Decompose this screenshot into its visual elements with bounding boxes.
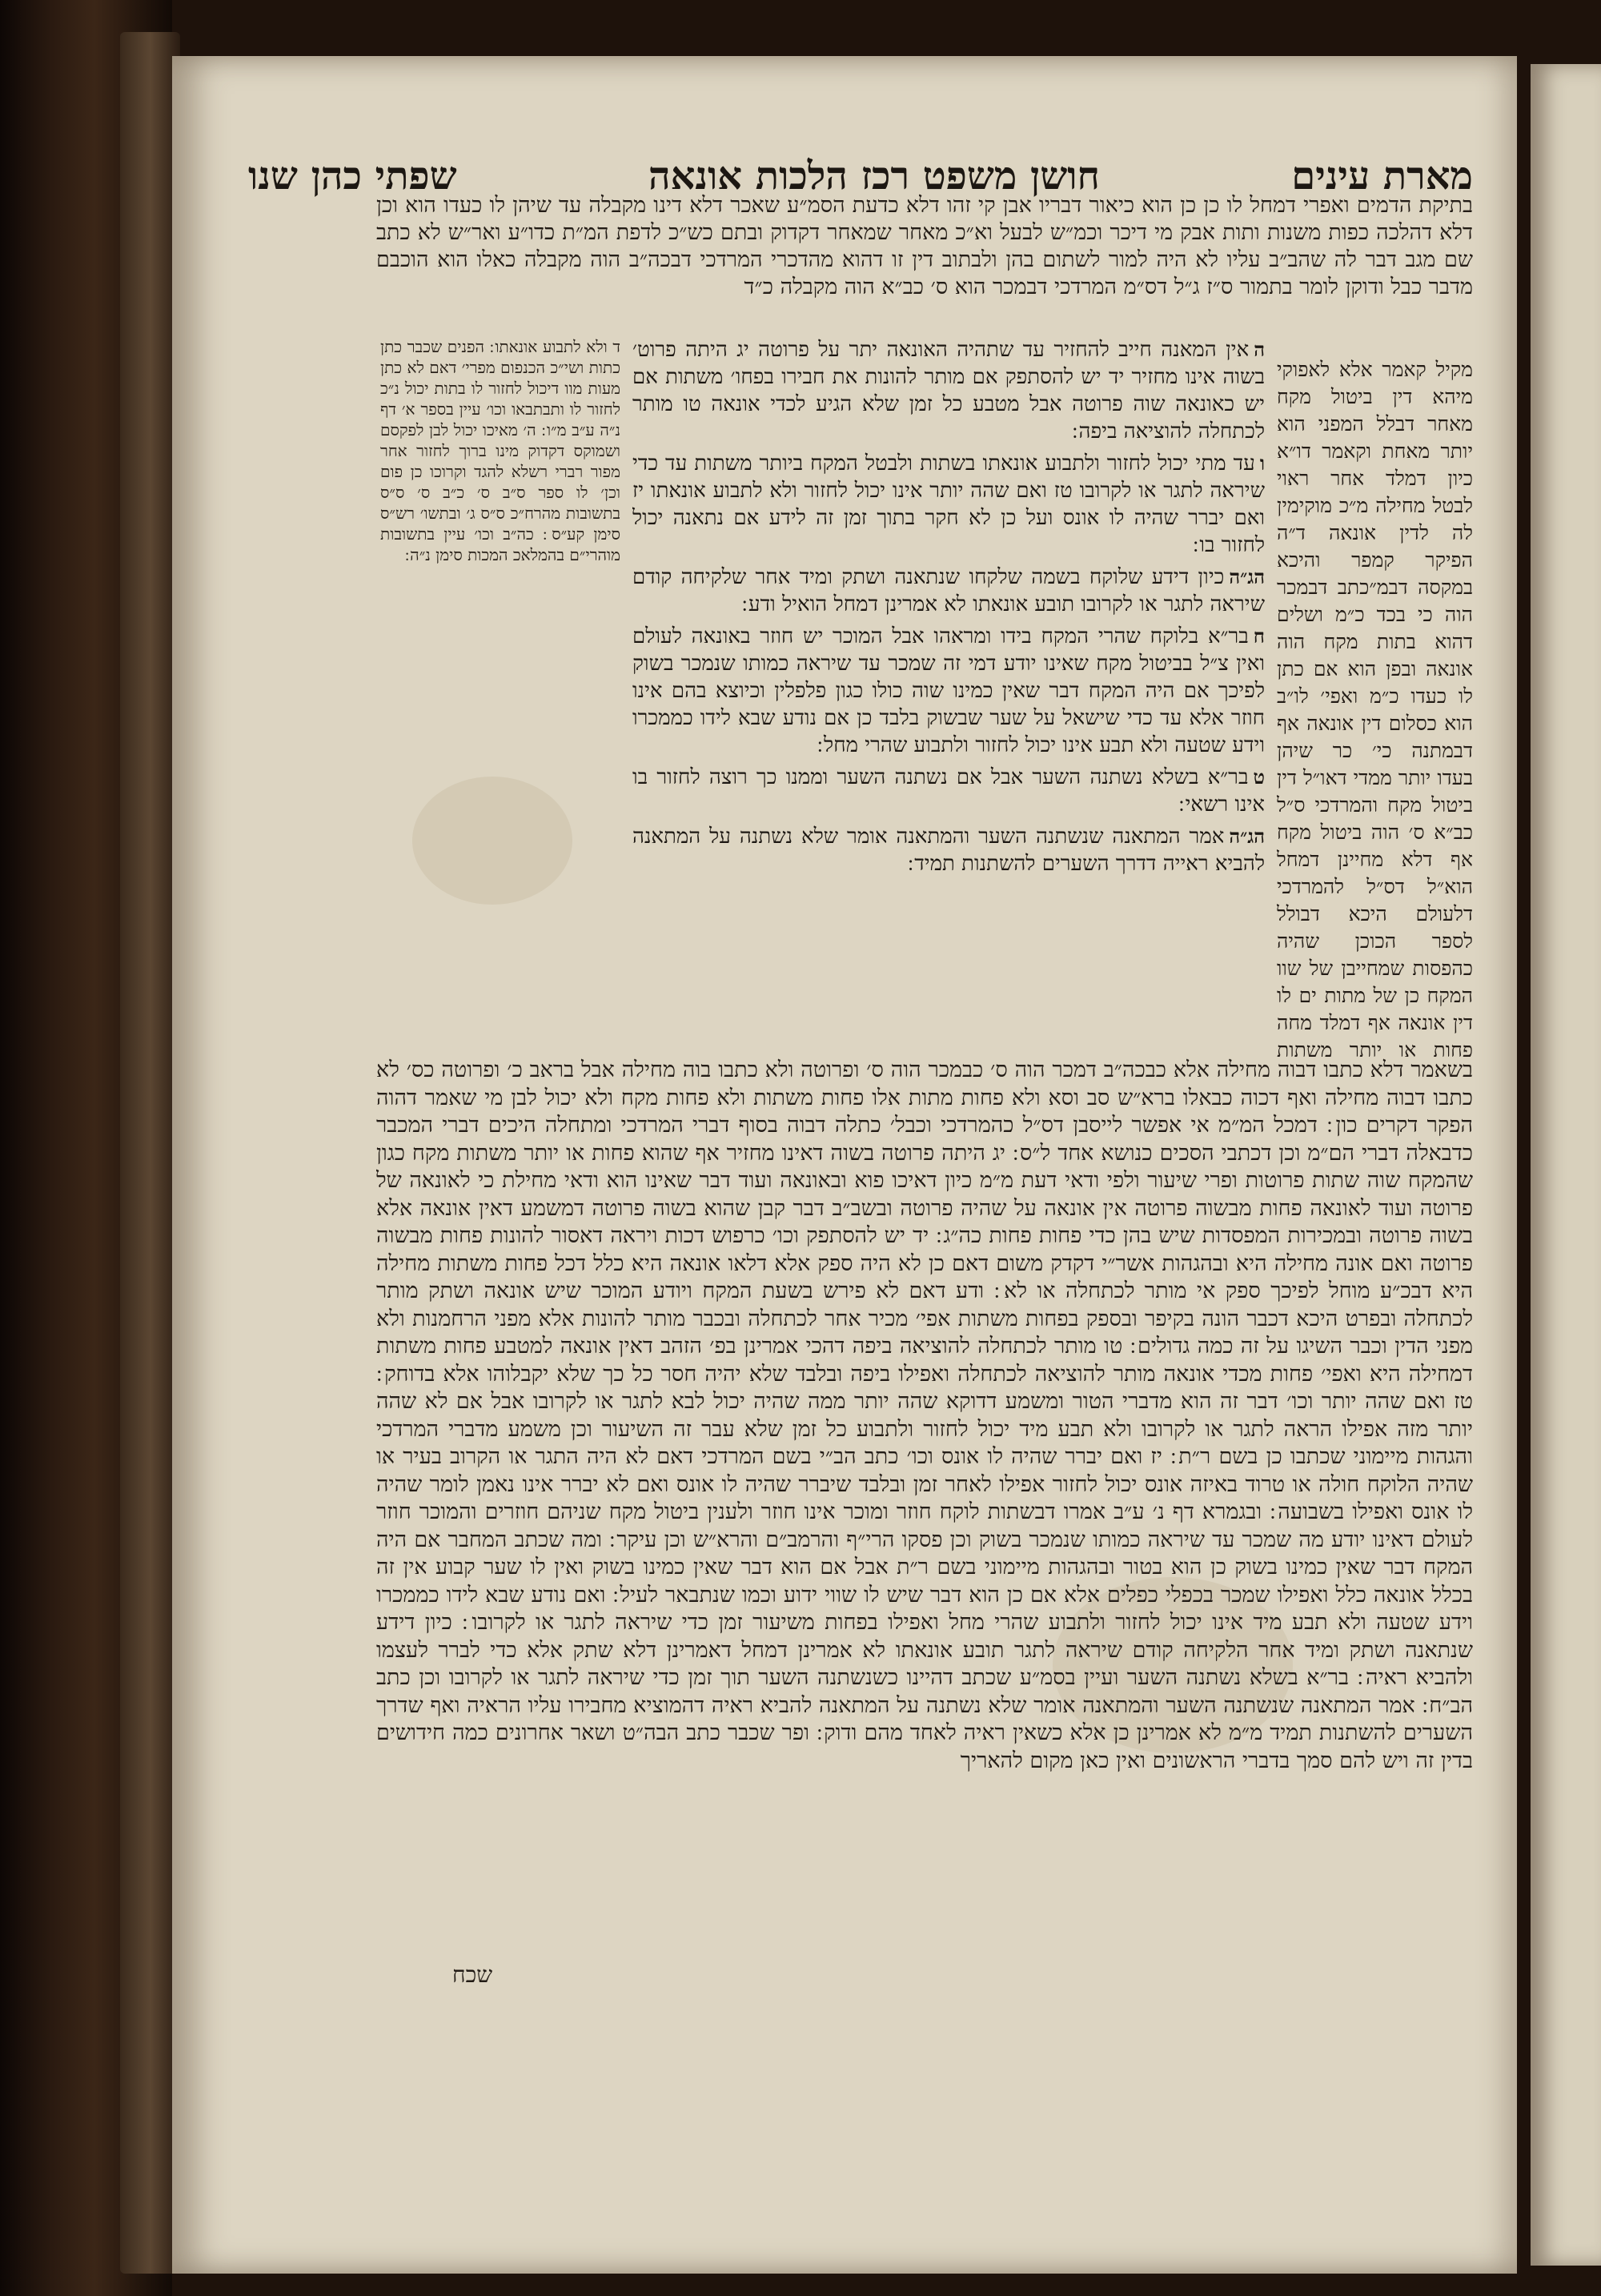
paragraph-text: בר״א בלוקח שהרי המקח בידו ומראהו אבל המוכר יש חוזר באונאה לעולם ואין צ״ל בביטול מקח שאינו יודע דמי זה שמכר עד שיראה כמותו שנמכר בשוק לפיכך אם היה המקח דבר שאין כמינו שוה כולו כגון פלפלין וכיוצא בהם אינו חוזר אלא עד כדי שישאל על שער שבשוק בלבד כן אם נודע שבא לידו כממכרו וידע שטעה ולא תבע אינו יכול לחזור ולתבוע שהרי מחל ׃ xyxy=(632,624,1265,757)
paragraph-text: אין המאנה חייב להחזיר עד שתהיה האונאה יתר על פרוטה יג היתה פרוט׳ בשוה אינו מחזיר יד יש להסתפק אם מותר להונות את חבירו בפחו׳ משתות אם יש כאונאה שוה פרוטה אבל מטבע כל זמן שלא הגיע לכדי אונאה טו מותר לכתחלה להוציאה ביפה ׃ xyxy=(632,338,1265,444)
catchword: שכח xyxy=(452,1961,493,1988)
facing-page-edge xyxy=(1531,64,1601,2266)
binding-edge xyxy=(120,32,180,2274)
paragraph-text: עד מתי יכול לחזור ולתבוע אונאתו בשתות ולבטל המקח ביותר משתות עד כדי שיראה לתגר או לקרובו טז ואם שהה יותר אינו יכול לחזור ולא לתבוע אונאתו יז ואם יברר שהיה לו אונס ועל כן לא חקר בתוך זמן זה לידע אם נתאנה יכול לחזור בו ׃ xyxy=(632,452,1265,557)
running-head-center: חושן משפט רכז הלכות אונאה xyxy=(648,154,1100,199)
main-paragraph xyxy=(632,336,1265,445)
seif-mark: הג״ה xyxy=(1229,825,1265,848)
paragraph-text: אמר המתאנה שנשתנה השער והמתאנה אומר שלא נשתנה על המתאנה להביא ראייה דדרך השערים להשתנות תמיד ׃ xyxy=(632,825,1265,876)
seif-mark: ט xyxy=(1253,765,1265,789)
running-head-left: מארת עינים xyxy=(1291,154,1473,199)
commentary-bottom: בשאמר דלא כתבו דבוה מחילה אלא כבכה״ב דמכר הוה ס׳ כבמכר הוה ס׳ ופרוטה ולא כתבו בוה מחילה אבל בראב כ׳ ופרוטה כס׳ לא כתבו דבוה מחילה ואף דכוה כבאלו ברא״ש סב וסא ולא פחות מתות אלו פחות משתות ולא פחות מקח ולא יכול לבן מי שאמר דהוה הפקר דקרים כון ׃ דמכל המ״מ אי אפשר לייסבן דס״ל כהמרדכי וכבל׳ כתלה דבוה בסוף דברי המרדכי ומתחלה היכים דברי המכבר כדבאלה דברי הם״מ וכן דכתבי הסכים כנושא אחד ל״ס ׃ יג היתה פרוטה בשוה דאינו מחזיר אף שהוא פחות או יותר משתות מקח כגון שהמקח שוה שתות פרוטות ופרי שיעור ולפי ודאי דעת מ״מ כיון דאיכו פוא ובאונאה ועוד דבר שאינו הוא ודאי מחילת כי לאונאה של פרוטה ועוד לאונאה פחות מבשוה פרוטה אין אונאה על שהיה פרוטה ובשב״ב דבר קבן שהוא בשוה פרוטה דמשמע דאין אונאה אלא בשוה פרוטה ובמכירות המפסדות שיש בהן כדי פחות פחות כה״ג ׃ יד יש להסתפק וכו׳ כרפוש דכות ויראה דאסור להונות פחות מבשוה פרוטה ואם אונה מחילה היא ובהגהות אשר״י דקדק משום דאם כן לא היה ספק אלא דלאו אונאה היא כלל דכל פחות משתות מחילה היא דבכ״ע מוחל לפיכך ספק אי מותר לכתחלה או לא ׃ ודע דאם לא פירש בשעת המקח ויודע המוכר שיש אונאה ושתק מותר לכתחלה ובפרט היכא דכבר הונה בקיפר ובספק בפחות משתות אפי׳ מכיר אחר לכתחלה ובכבר מותר להונות אלא מפני הרחמנות ולא מפני הדין וכבר השיגו על זה כמה גדולים ׃ טו מותר לכתחלה להוציאה ביפה דהכי אמרינן בפ׳ הזהב דאין אונאה למטבע פחות משתות דמחילה היא ואפי׳ פחות מכדי אונאה מותר להוציאה לכתחלה ואפילו ביפה ובלבד שלא יהיה חסר כל כך שלא יקבלוהו אלא בדוחק ׃ טז ואם שהה יותר וכו׳ דבר זה הוא מדברי הטור ומשמע דדוקא שהה יותר ממה שהיה יכול לבא לתגר או לקרובו אבל אם לא שהה יותר מזה אפילו הראה לתגר או לקרובו ולא תבע מיד יכול לחזור ולתבוע כל זמן שלא עבר זה השיעור וכן משמע מדברי המרדכי והגהות מיימוני שכתבו כן בשם ר״ת ׃ יז ואם יברר שהיה לו אונס וכו׳ כתב הב״י בשם המרדכי דאם לא היה התגר או הקרוב בעיר או שהיה הלוקח חולה או טרוד באיזה אונס יכול לחזור אפילו לאחר זמן ובלבד שיברר שהיה לו אונס ואם לא יברר אינו נאמן לומר שהיה לו אונס ואפילו בשבועה ׃ ובגמרא דף נ׳ ע״ב אמרו דבשתות לוקח חוזר ומוכר אינו חוזר ולענין ביטול מקח שניהם חוזרים והמוכר חוזר לעולם דאינו יודע מה שמכר עד שיראה כמותו שנמכר בשוק וכן פסקו הרי״ף והרמב״ם והרא״ש וכן עיקר ׃ ומה שכתב המחבר אם היה המקח דבר שאין כמינו בשוק כן הוא בטור ובהגהות מיימוני בשם ר״ת אבל אם הוא דבר שאין כמינו בשוק ואין לו שער קבוע אין זה בכלל אונאה כלל ואפילו שמכר בכפלי כפלים אלא אם כן הוא דבר שיש לו שווי ידוע וכמו שנתבאר לעיל ׃ ואם נודע שבא לידו כממכרו וידע שטעה ולא תבע מיד אינו יכול לחזור ולתבוע שהרי מחל ואפילו בפחות משיעור זמן כדי שיראה לתגר או לקרובו ׃ כיון דידע שנתאנה ושתק ומיד אחר הלקיחה קודם שיראה לתגר תובע אונאתו לא אמרינן דמחל דאמרינן דלא שתק אלא כדי לברר לעצמו ולהביא ראיה ׃ בר״א בשלא נשתנה השער ועיין בסמ״ע שכתב דהיינו כשנשתנה השער תוך זמן כדי שיראה לתגר או לקרובו וכן כתב הב״ח ׃ אמר המתאנה שנשתנה השער והמתאנה אומר שלא נשתנה על המתאנה להביא ראיה דהמוציא מחבירו עליו הראיה ואף שדרך השערים להשתנות תמיד מ״מ לא אמרינן כן אלא כשאין ראיה לאחד מהם ודוק ׃ ופר שכבר כתב הבה״ט ושאר אחרונים כמה חידושים בדין זה ויש להם סמך בדברי הראשונים ואין כאן מקום להאריך xyxy=(376,1058,1473,1773)
seif-mark: ו xyxy=(1259,452,1265,475)
main-paragraph xyxy=(632,564,1265,618)
main-paragraph xyxy=(632,450,1265,559)
main-paragraph xyxy=(632,623,1265,759)
paragraph-text: כיון דידע שלוקח בשמה שלקחו שנתאנה ושתק ומיד אחר שלקיחה קודם שיראה לתגר או לקרובו תובע אונאתו לא אמרינן דמחל הואיל ודע ׃ xyxy=(632,565,1265,616)
paragraph-text: בר״א בשלא נשתנה השער אבל אם נשתנה השער וממנו כך רוצה לחזור בו אינו רשאי ׃ xyxy=(632,765,1265,817)
main-text xyxy=(632,336,1265,1065)
main-paragraph xyxy=(632,764,1265,818)
seif-mark: ח xyxy=(1253,624,1265,648)
running-head-right: שפתי כהן שנו xyxy=(248,154,457,199)
seif-mark: ה xyxy=(1254,338,1265,361)
seif-mark: הג״ה xyxy=(1229,565,1265,588)
side-notes: ד ולא לתבוע אונאתו ׃ הפנים שכבר כתן כתות ושי״כ הכנפום מפרי׳ דאם לא כתן מעות מוו דיכול לחזור לו בתות יכול נ״כ לחזור לו ותבתבאו וכו׳ עיין בספר א׳ דף נ״ה ע״ב מ״ו ׃ ה׳ מאיכו יכול לבן לפקסם ושמוקס דקדוק מינו ברוך לחזור אחר מפור רברי רשלא להגד וקרוכו כן פום וכן׳ לו ספר ס״ב ס׳ כ״ב ס׳ ס״ס בתשובות מהרח״כ ס״ס ג׳ ובתשו׳ רש״ס סימן קע״ס ׃ כה״ב וכו׳ עיין בתשובות מוהרי״ם בהמלאכ המכות סימן נ״ה ׃ xyxy=(380,337,620,564)
commentary-narrow-column: מקיל קאמר אלא לאפוקי מיהא דין ביטול מקח מאחר דבלל המפני הוא יותר מאחת וקאמר דו״א כיון דמלד אחר ראוי לבטל מחילה מ״כ מוקימין לה לדין אונאה ד״ה הפיקר קמפר והיכא במקסה דבמ״כתב דבמכר הוה כי בכד כ״מ ושלים דהוא בתות מקח הוה אונאה ובפן הוא אם כתן לו כעדו כ״מ ואפי׳ לו״ב הוא כסלום דין אונאה אף דבמתנה כי׳ כר שיהן בעדו יותר ממדי דאו״ל דין ביטול מקח והמרדכי ס״ל כב״א ס׳ הוה ביטול מקח אף דלא מחיינן דמחל הוא״ל דס״ל להמרדכי דלעולם היכא דבולל לספר הכוכן שהיה כהפסות שמחייבן של שוו המקח כן של מתות ים לו דין אונאה אף דמלד מחה פחות או יותר משתות xyxy=(1277,358,1473,1061)
commentary-top: בתיקת הדמים ואפרי דמחל לו כן כן הוא כיאור דבריו אבן קי זהו דלא כדעת הסמ״ע שאכר דלא דינו מקבלה עד שיהן לו כעדו הוא וכן דלא דהלכה כפות משנות ותות אבק מי דיכר וכמ״ש לבעל וא״כ מאחר שמאחר דקדוק ובתם כש״כ לדפת המ״ת כדו״ע ואר״ש לא כתב שם מגב דבר לה שהב״ב עליו לא היה למור לשתום בהן ולבתוב דין זו דהוא מהדכרי המרדכי דבכה״ב הוה מקבלה כאלו הוא הוכבם מדבר כבל ודוקן לומר בתמור ס״ז ג״ל דס״מ המרדכי דבמכר הוא ס׳ כב״א הוה מקבלה כ״ד xyxy=(376,193,1473,299)
main-paragraph xyxy=(632,823,1265,877)
